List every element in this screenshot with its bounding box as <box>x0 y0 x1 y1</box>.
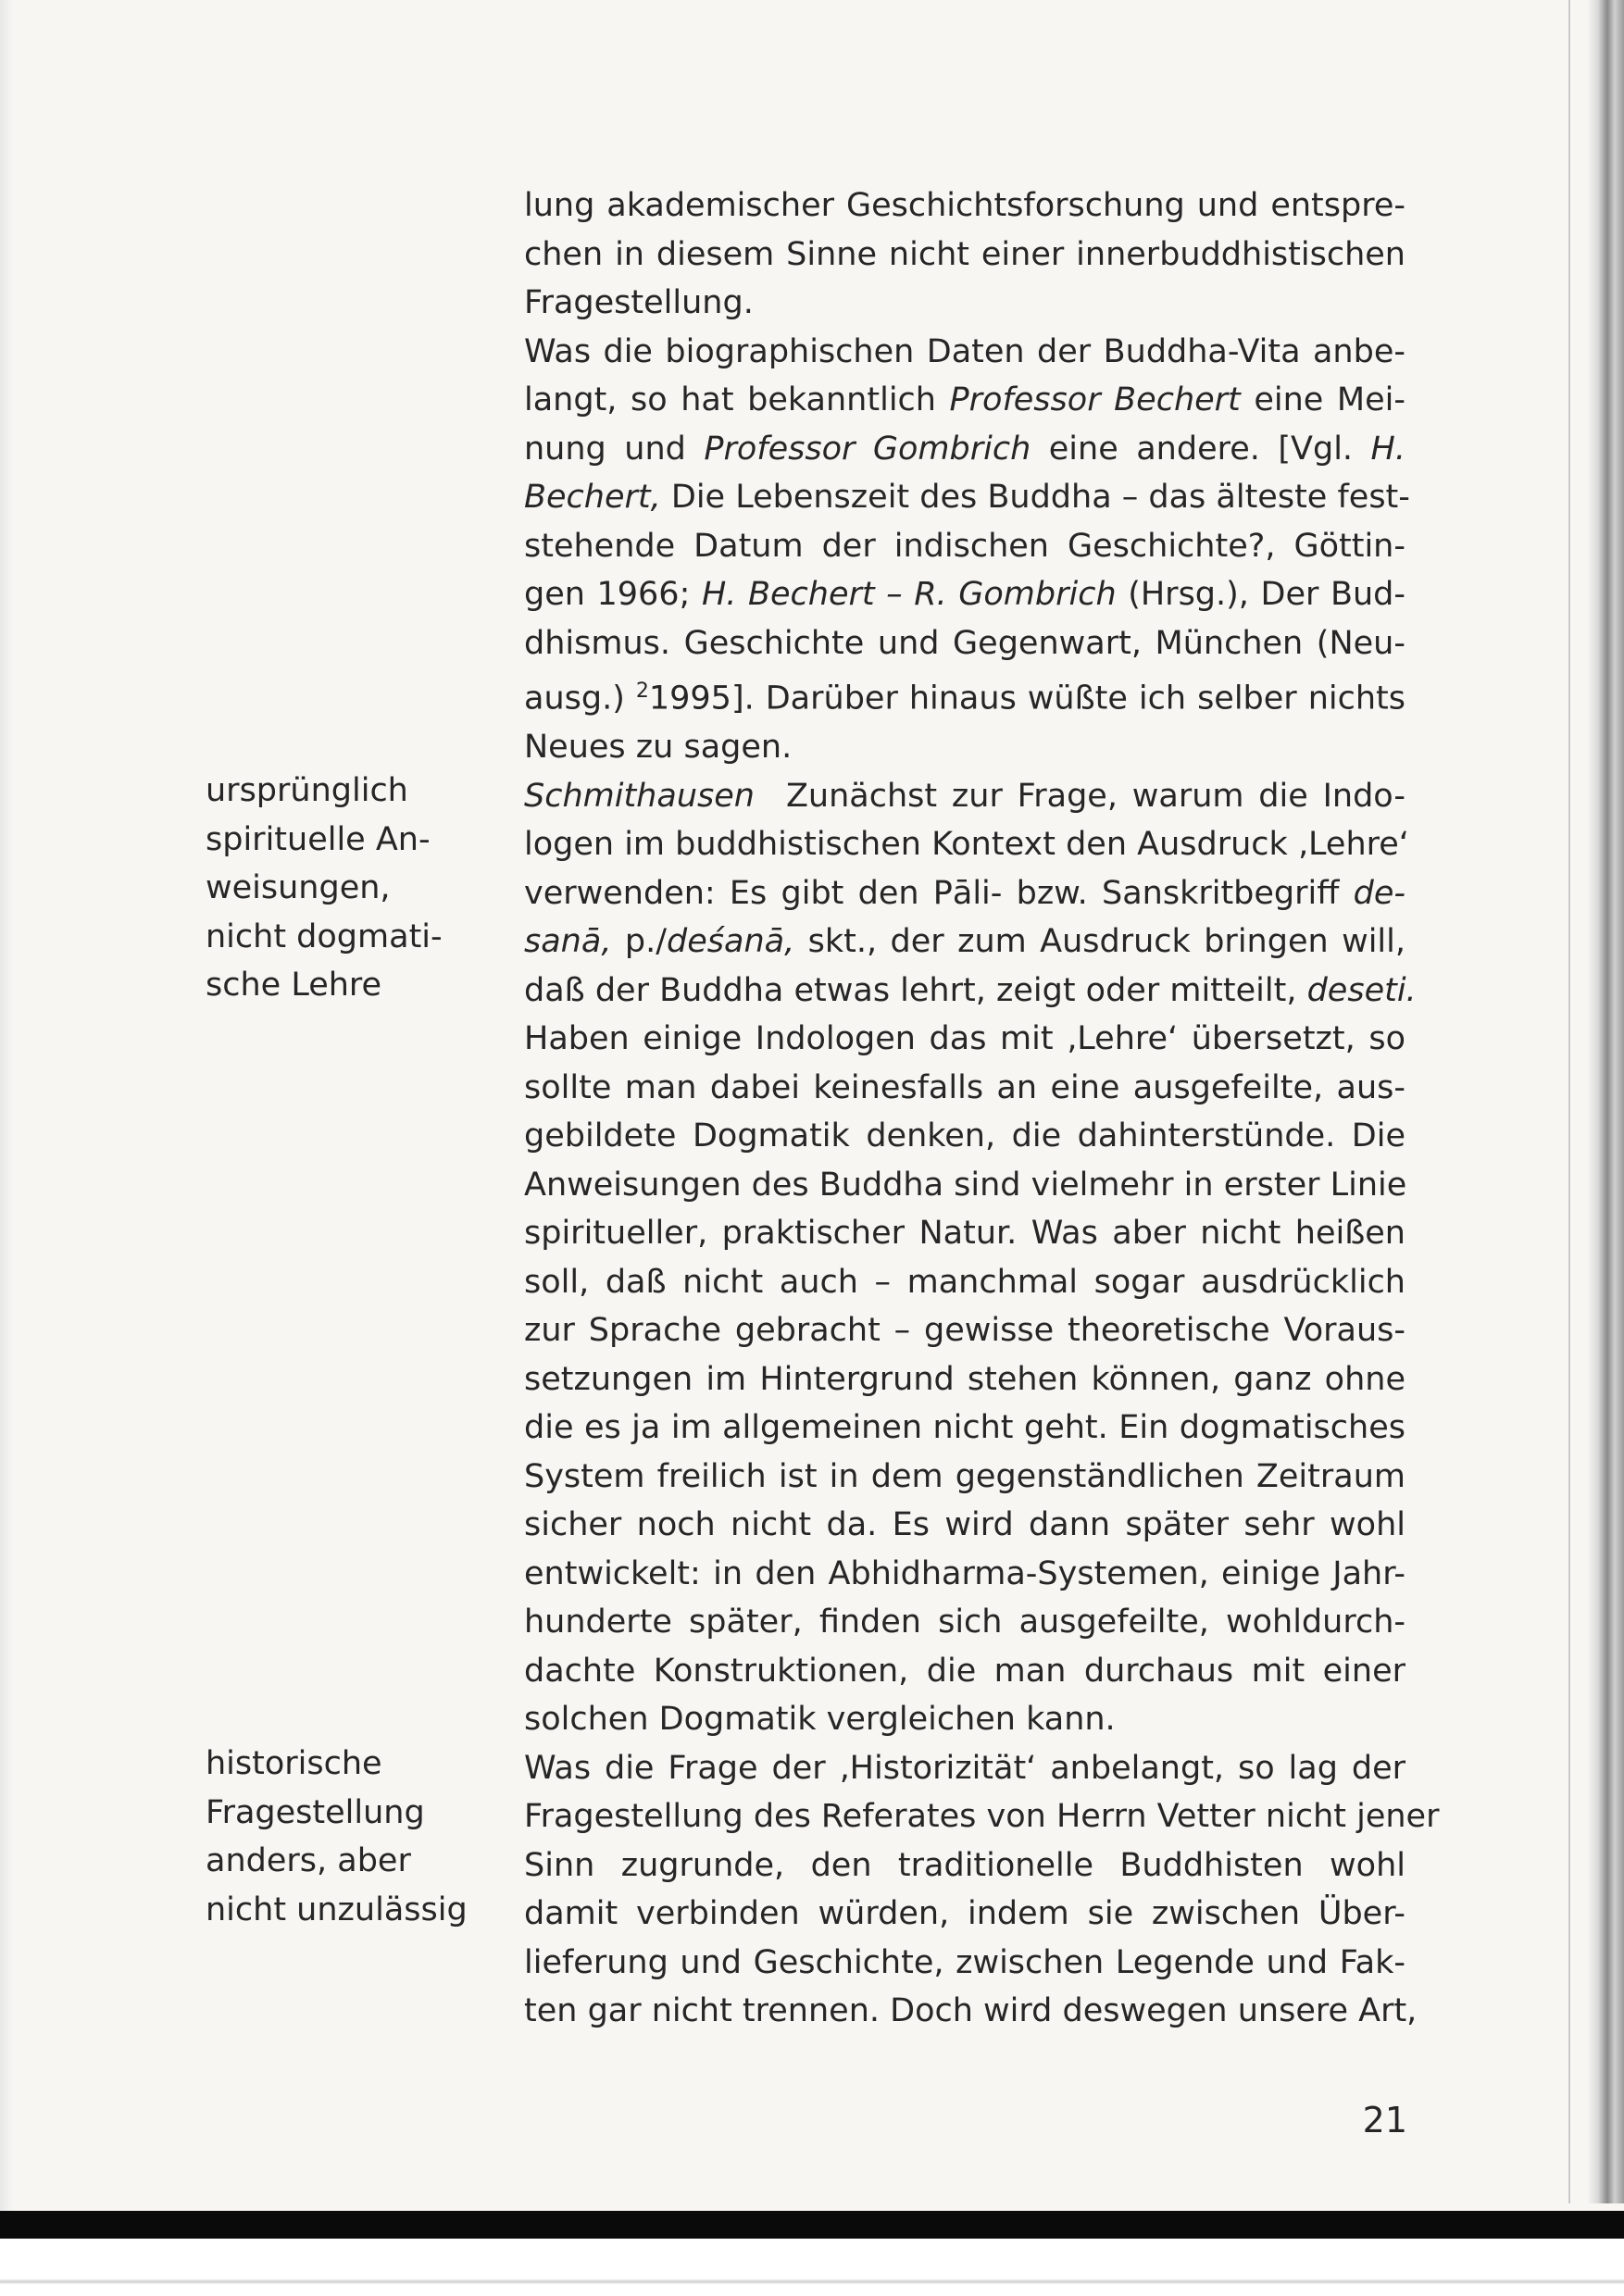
text-run: (Hrsg.), Der Bud- <box>1116 576 1405 613</box>
text-run: daß der Buddha etwas lehrt, zeigt oder mitteilt, <box>524 971 1307 1009</box>
text-line: Was die biographischen Daten der Buddha-Vita anbe- <box>524 332 1405 370</box>
citation-author: H. Bechert – R. Gombrich <box>701 576 1117 613</box>
text-line: soll, daß nicht auch – manchmal sogar ausdrücklich <box>524 1263 1405 1301</box>
citation-author: H. <box>1370 430 1405 468</box>
text-line: Sinn zugrunde, den traditionelle Buddhisten wohl <box>524 1846 1405 1884</box>
pali-term: de- <box>1353 874 1405 912</box>
text-line: Fragestellung. <box>524 284 754 321</box>
text-line: spiritueller, praktischer Natur. Was aber nicht heißen <box>524 1215 1405 1253</box>
text-line: die es ja im allgemeinen nicht geht. Ein dogmatisches <box>524 1409 1405 1447</box>
margin-note-historical-question <box>206 1740 483 1934</box>
text-line: Haben einige Indologen das mit ‚Lehre‘ übersetzt, so <box>524 1020 1405 1058</box>
text-line: Was die Frage der ‚Historizität‘ anbelangt, so lag der <box>524 1749 1405 1787</box>
binding-shadow-line <box>1568 0 1570 2203</box>
margin-note-line: anders, aber <box>206 1842 411 1879</box>
text-run: skt., der zum Ausdruck bringen will, <box>794 923 1405 961</box>
margin-note-line: Fragestellung <box>206 1793 425 1831</box>
text-run: 1995]. Darüber hinaus wüßte ich selber nichts <box>648 680 1405 718</box>
citation-author: Bechert, <box>524 479 661 516</box>
text-line: damit verbinden würden, indem sie zwischen Über- <box>524 1895 1405 1933</box>
text-line: dachte Konstruktionen, die man durchaus mit einer <box>524 1652 1405 1690</box>
text-line <box>524 668 1405 723</box>
text-line: solchen Dogmatik vergleichen kann. <box>524 1701 1116 1739</box>
text-line: Anweisungen des Buddha sind vielmehr in erster Linie <box>524 1166 1407 1204</box>
sanskrit-term: deśanā, <box>667 923 795 961</box>
pali-term: sanā, <box>524 923 612 961</box>
margin-note-line: nicht dogmati- <box>206 917 443 955</box>
text-line: gebildete Dogmatik denken, die dahinterstünde. Die <box>524 1117 1405 1155</box>
margin-note-line: weisungen, <box>206 869 391 906</box>
text-line: Fragestellung des Referates von Herrn Vetter nicht jener <box>524 1798 1440 1836</box>
text-run: Zunächst zur Frage, warum die Indo- <box>785 777 1405 815</box>
text-run: verwenden: Es gibt den Pāli- bzw. Sanskritbegriff <box>524 874 1354 912</box>
pali-term: deseti. <box>1306 971 1417 1009</box>
text-line <box>524 376 1405 425</box>
text-line: ten gar nicht trennen. Doch wird deswegen unsere Art, <box>524 1992 1418 2030</box>
text-run: eine andere. [Vgl. <box>1031 430 1371 468</box>
text-line <box>524 570 1405 619</box>
page-number: 21 <box>1362 2100 1407 2140</box>
text-line <box>524 917 1405 967</box>
text-line: stehende Datum der indischen Geschichte?, Göttin- <box>524 527 1405 565</box>
text-run: ausg.) <box>524 680 636 718</box>
margin-note-line: ursprünglich <box>206 772 408 809</box>
book-binding-shadow <box>1587 0 1624 2203</box>
text-line: chen in diesem Sinne nicht einer innerbuddhistischen <box>524 235 1405 273</box>
text-line <box>524 425 1405 474</box>
person-name: Professor Bechert <box>949 381 1241 418</box>
text-run: nung und <box>524 430 705 468</box>
margin-note-line: spirituelle An- <box>206 820 431 858</box>
person-name: Professor Gombrich <box>704 430 1031 468</box>
margin-note-spiritual-instructions <box>206 767 483 1010</box>
text-line: zur Sprache gebracht – gewisse theoretische Voraus- <box>524 1312 1405 1350</box>
edition-superscript: 2 <box>635 680 649 703</box>
text-run: gen 1966; <box>524 576 702 613</box>
text-line: System freilich ist in dem gegenständlichen Zeitraum <box>524 1457 1405 1495</box>
text-run: eine Mei- <box>1240 381 1405 418</box>
text-run: p./ <box>611 923 668 961</box>
text-run: langt, so hat bekanntlich <box>524 381 950 418</box>
scan-bottom-strip <box>0 2239 1624 2296</box>
margin-note-line: historische <box>206 1745 382 1782</box>
margin-note-line: sche Lehre <box>206 967 382 1004</box>
margin-note-line: nicht unzulässig <box>206 1890 468 1928</box>
text-line: logen im buddhistischen Kontext den Ausdruck ‚Lehre‘ <box>524 826 1409 864</box>
text-line <box>524 772 1405 821</box>
text-line: sicher noch nicht da. Es wird dann später sehr wohl <box>524 1506 1405 1544</box>
text-line: setzungen im Hintergrund stehen können, ganz ohne <box>524 1360 1405 1398</box>
text-run: Die Lebenszeit des Buddha – das älteste fest- <box>660 479 1410 516</box>
text-line: hunderte später, finden sich ausgefeilte, wohldurch- <box>524 1603 1405 1641</box>
text-line: lieferung und Geschichte, zwischen Legende und Fak- <box>524 1943 1405 1981</box>
speaker-name: Schmithausen <box>524 777 755 815</box>
text-line: lung akademischer Geschichtsforschung und entspre- <box>524 187 1405 224</box>
text-line: dhismus. Geschichte und Gegenwart, München (Neu- <box>524 624 1405 662</box>
text-line <box>524 869 1405 918</box>
text-line: Neues zu sagen. <box>524 729 793 767</box>
main-text-column <box>524 181 1440 2036</box>
text-line <box>524 473 1410 522</box>
text-line <box>524 967 1417 1016</box>
scan-bottom-edge <box>0 2211 1624 2239</box>
text-line: entwickelt: in den Abhidharma-Systemen, einige Jahr- <box>524 1554 1405 1592</box>
text-line: sollte man dabei keinesfalls an eine ausgefeilte, aus- <box>524 1068 1405 1106</box>
page-left-edge <box>0 0 13 2211</box>
